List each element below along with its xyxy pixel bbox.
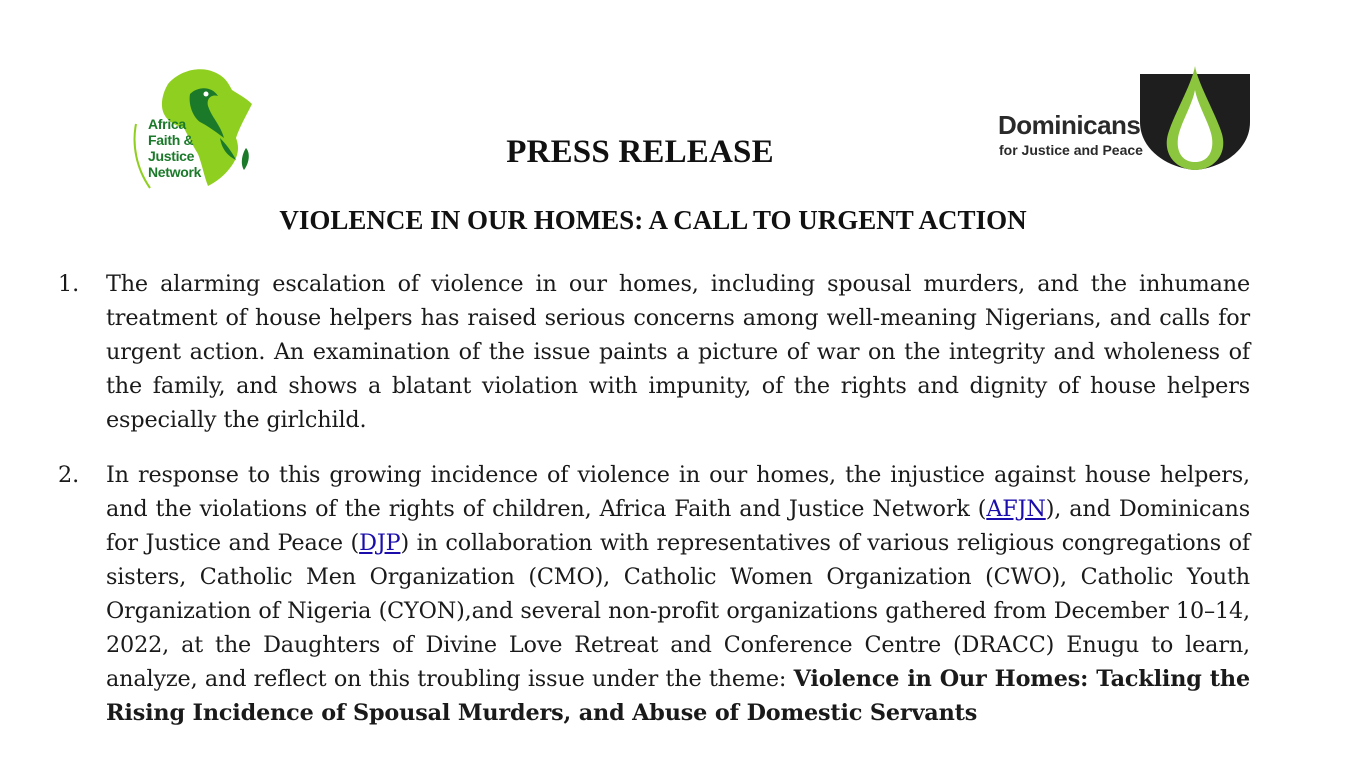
paragraph-text-segment: ) in collaboration with representatives of various religious congregations of sisters, Catholic Men Organization (CMO), Catholic Women Organization (CWO), Catholic Youth Organization of Nigeria (CYON),and several non-profit organizations gathered from December 10–14, 2022, at the Daughters of Divine Love Retreat and Conference Centre (DRACC) Enugu to learn, analyze, and reflect on this troubling issue under the theme: bbox=[106, 530, 1250, 692]
paragraph-number: 2. bbox=[58, 462, 80, 488]
afjn-logo-line: Faith & bbox=[148, 132, 194, 148]
afjn-logo-line: Network bbox=[148, 164, 202, 180]
afjn-logo-line: Africa bbox=[148, 116, 186, 132]
paragraph-text bbox=[106, 458, 1250, 730]
djp-link[interactable]: DJP bbox=[359, 530, 401, 556]
afjn-logo-line: Justice bbox=[148, 148, 195, 164]
djp-logo-name: Dominicans bbox=[998, 110, 1141, 140]
paragraph-text-segment: ), and Dominicans for Justice and Peace ( bbox=[106, 496, 1250, 556]
document-title: VIOLENCE IN OUR HOMES: A CALL TO URGENT ACTION bbox=[279, 205, 1027, 235]
conference-theme: Violence in Our Homes: Tackling the Rising Incidence of Spousal Murders, and Abuse of Domestic Servants bbox=[106, 666, 1250, 726]
press-release-heading: PRESS RELEASE bbox=[506, 134, 774, 170]
paragraph-text-segment: In response to this growing incidence of violence in our homes, the injustice against house helpers, and the violations of the rights of children, Africa Faith and Justice Network ( bbox=[106, 462, 1250, 522]
numbered-paragraph bbox=[58, 267, 1250, 437]
afjn-logo bbox=[128, 64, 258, 192]
djp-logo-tagline: for Justice and Peace bbox=[999, 142, 1143, 158]
paragraph-number: 1. bbox=[58, 271, 80, 297]
numbered-paragraph bbox=[58, 458, 1250, 730]
afjn-link[interactable]: AFJN bbox=[986, 496, 1046, 522]
paragraph-text: The alarming escalation of violence in our homes, including spousal murders, and the inhumane treatment of house helpers has raised serious concerns among well-meaning Nigerians, and calls for urgent action. An examination of the issue paints a picture of war on the integrity and wholeness of the family, and shows a blatant violation with impunity, of the rights and dignity of house helpers especially the girlchild. bbox=[106, 271, 1250, 433]
